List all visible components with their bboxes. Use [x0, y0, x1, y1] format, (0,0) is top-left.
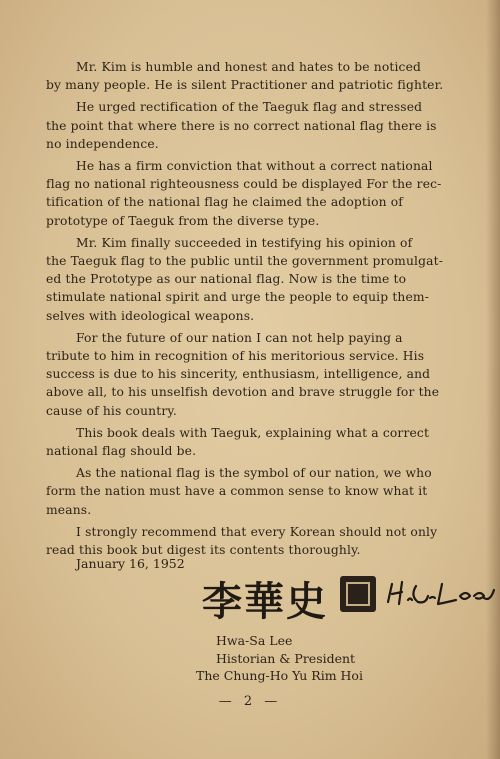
- text-line: stimulate national spirit and urge the people to equip them-: [46, 290, 430, 305]
- seal-stamp: [340, 576, 376, 612]
- text-line: For the future of our nation I can not help paying a: [76, 330, 403, 345]
- text-line: He has a firm conviction that without a correct national: [76, 159, 433, 174]
- text-line: selves with ideological weapons.: [46, 308, 255, 323]
- paragraph-5: [46, 329, 476, 420]
- text-line: As the national flag is the symbol of our nation, we who: [76, 466, 432, 481]
- paragraph-3: [46, 157, 476, 230]
- body-text: [46, 58, 476, 563]
- text-line: above all, to his unselfish devotion and brave struggle for the: [46, 385, 440, 400]
- document-date: January 16, 1952: [76, 556, 185, 571]
- signer-organization: The Chung-Ho Yu Rim Hoi: [196, 668, 363, 683]
- signer-info: [196, 632, 363, 685]
- paragraph-7: [46, 464, 476, 519]
- text-line: national flag should be.: [46, 444, 197, 459]
- hanja-signature: 李華史: [202, 578, 328, 625]
- text-line: no independence.: [46, 136, 159, 151]
- signer-title: Historian & President: [216, 650, 356, 666]
- text-line: form the nation must have a common sense to know what it: [46, 484, 428, 499]
- text-line: the Taeguk flag to the public until the government promulgat-: [46, 254, 443, 269]
- text-line: cause of his country.: [46, 403, 177, 418]
- text-line: tification of the national flag he claimed the adoption of: [46, 195, 404, 210]
- text-line: Mr. Kim finally succeeded in testifying his opinion of: [76, 235, 413, 250]
- paragraph-1: [46, 58, 476, 94]
- handwritten-signature: [384, 578, 496, 608]
- text-line: I strongly recommend that every Korean should not only: [76, 524, 438, 539]
- text-line: by many people. He is silent Practitioner and patriotic fighter.: [46, 78, 444, 93]
- paragraph-8: [46, 523, 476, 559]
- text-line: ed the Prototype as our national flag. Now is the time to: [46, 272, 407, 287]
- text-line: Mr. Kim is humble and honest and hates to be noticed: [76, 60, 422, 74]
- signer-name: Hwa-Sa Lee: [216, 633, 293, 648]
- text-line: tribute to him in recognition of his meritorious service. His: [46, 349, 425, 364]
- paragraph-4: [46, 234, 476, 325]
- page-number: — 2 —: [218, 694, 282, 709]
- paragraph-2: [46, 98, 476, 153]
- text-line: prototype of Taeguk from the diverse type.: [46, 213, 320, 228]
- text-line: means.: [46, 502, 92, 517]
- text-line: success is due to his sincerity, enthusiasm, intelligence, and: [46, 367, 431, 382]
- text-line: flag no national righteousness could be displayed For the rec-: [46, 177, 442, 192]
- page-edge-shadow: [486, 0, 500, 759]
- signature-block: [202, 570, 498, 625]
- text-line: This book deals with Taeguk, explaining what a correct: [76, 425, 430, 440]
- paragraph-6: [46, 424, 476, 460]
- text-line: He urged rectification of the Taeguk flag and stressed: [76, 100, 423, 115]
- text-line: read this book but digest its contents thoroughly.: [46, 543, 361, 558]
- text-line: the point that where there is no correct national flag there is: [46, 118, 437, 133]
